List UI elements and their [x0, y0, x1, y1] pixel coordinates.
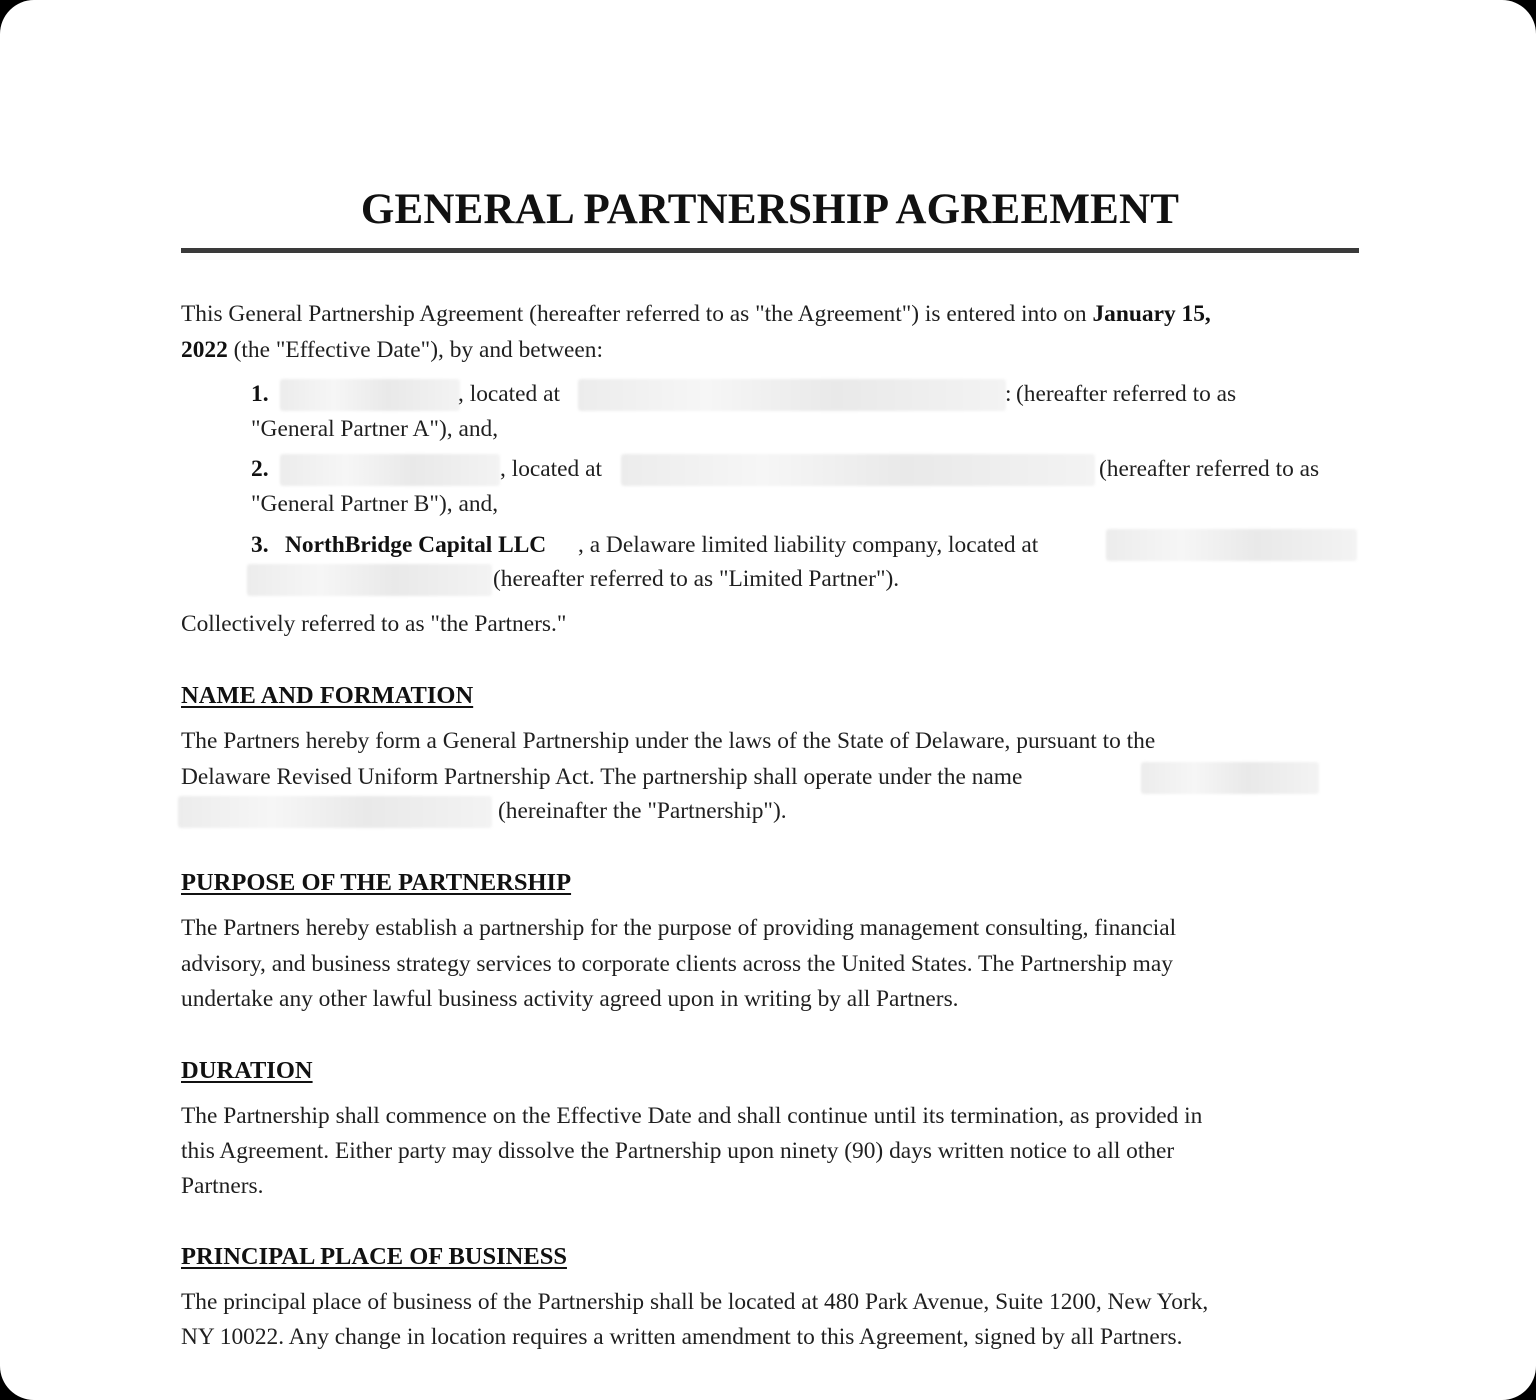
partnership-name-redacted-1	[1141, 762, 1319, 794]
section-2-line-1: The Partners hereby establish a partnership for the purpose of providing management consulting, financial	[181, 915, 1177, 941]
party-2-number: 2.	[251, 456, 269, 482]
section-heading-principal-place: PRINCIPAL PLACE OF BUSINESS	[181, 1243, 567, 1270]
section-4-line-2: NY 10022. Any change in location requires a written amendment to this Agreement, signed by all Partners.	[181, 1324, 1183, 1350]
intro-line-1	[181, 297, 1211, 332]
section-heading-name-and-formation: NAME AND FORMATION	[181, 682, 474, 709]
party-1-name-redacted	[280, 379, 460, 411]
party-3-name: NorthBridge Capital LLC	[285, 532, 547, 558]
party-3-description: , a Delaware limited liability company, located at	[578, 532, 1039, 558]
section-1-line-1: The Partners hereby form a General Partnership under the laws of the State of Delaware, pursuant to the	[181, 728, 1156, 754]
party-2-located-at: , located at	[500, 456, 602, 482]
document-title: GENERAL PARTNERSHIP AGREEMENT	[360, 186, 1180, 233]
section-4-line-1: The principal place of business of the Partnership shall be located at 480 Park Avenue, Suite 1200, New York,	[181, 1289, 1209, 1315]
section-1-line-3: (hereinafter the "Partnership").	[498, 798, 787, 824]
section-2-line-2: advisory, and business strategy services to corporate clients across the United States. The Partnership may	[181, 951, 1173, 977]
section-3-line-2: this Agreement. Either party may dissolve the Partnership upon ninety (90) days written notice to all other	[181, 1138, 1175, 1164]
party-1-alias: "General Partner A"), and,	[251, 416, 499, 442]
intro-text-after-date: (the "Effective Date"), by and between:	[233, 337, 604, 363]
party-3-alias: (hereafter referred to as "Limited Partner").	[493, 566, 900, 592]
section-heading-purpose: PURPOSE OF THE PARTNERSHIP	[181, 869, 572, 896]
party-1-number: 1.	[251, 381, 269, 407]
party-1-trailing-char: :	[1005, 381, 1012, 407]
collective-statement: Collectively referred to as "the Partners."	[181, 611, 567, 637]
section-1-line-2: Delaware Revised Uniform Partnership Act. The partnership shall operate under the name	[181, 764, 1023, 790]
party-3-address-redacted-1	[1106, 529, 1357, 561]
section-3-line-1: The Partnership shall commence on the Effective Date and shall continue until its termination, as provided in	[181, 1103, 1203, 1129]
partnership-name-redacted-2	[178, 796, 492, 828]
party-2-hereafter: (hereafter referred to as	[1099, 456, 1320, 482]
effective-date-part-1: January 15,	[1092, 301, 1211, 327]
party-2-address-redacted	[621, 454, 1095, 486]
party-3-number: 3.	[251, 532, 269, 558]
section-2-line-3: undertake any other lawful business activity agreed upon in writing by all Partners.	[181, 986, 959, 1012]
party-2-alias: "General Partner B"), and,	[251, 491, 499, 517]
section-3-line-3: Partners.	[181, 1173, 264, 1199]
party-1-located-at: , located at	[458, 381, 560, 407]
section-heading-duration: DURATION	[181, 1057, 313, 1084]
party-2-name-redacted	[280, 454, 500, 486]
party-1-address-redacted	[578, 379, 1006, 411]
title-divider	[181, 248, 1359, 253]
party-1-hereafter: (hereafter referred to as	[1016, 381, 1237, 407]
effective-date-part-2: 2022	[181, 337, 228, 363]
intro-line-2	[181, 333, 603, 368]
party-3-address-redacted-2	[247, 564, 492, 596]
intro-text: This General Partnership Agreement (hereafter referred to as "the Agreement") is entered into on	[181, 301, 1087, 327]
